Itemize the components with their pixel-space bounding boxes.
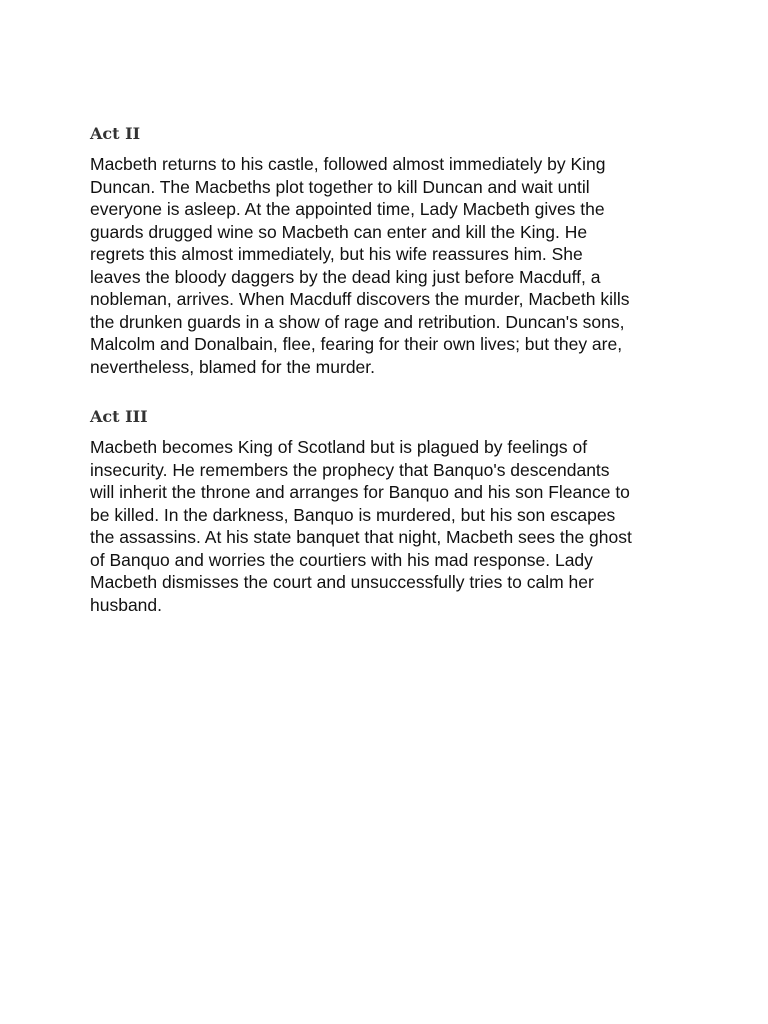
paragraph-line: nobleman, arrives. When Macduff discovers the murder, Macbeth kills [90,289,630,309]
section-paragraph-act-iii [90,436,690,616]
paragraph-line: Macbeth becomes King of Scotland but is plagued by feelings of [90,437,588,457]
section-paragraph-act-ii [90,153,690,378]
paragraph-line: leaves the bloody daggers by the dead king just before Macduff, a [90,266,601,287]
section-heading-act-iii: Act III [90,407,148,426]
paragraph-line: the assassins. At his state banquet that night, Macbeth sees the ghost [90,527,632,547]
paragraph-line: nevertheless, blamed for the murder. [90,356,376,377]
paragraph-line: everyone is asleep. At the appointed time, Lady Macbeth gives the [90,199,605,219]
paragraph-line: of Banquo and worries the courtiers with his mad response. Lady [90,549,593,570]
paragraph-line: Duncan. The Macbeths plot together to kill Duncan and wait until [90,176,590,197]
paragraph-line: Macbeth returns to his castle, followed almost immediately by King [90,154,606,174]
paragraph-line: regrets this almost immediately, but his wife reassures him. She [90,244,583,264]
paragraph-line: insecurity. He remembers the prophecy that Banquo's descendants [90,459,610,480]
paragraph-line: guards drugged wine so Macbeth can enter and kill the King. He [90,221,588,242]
paragraph-line: Malcolm and Donalbain, flee, fearing for their own lives; but they are, [90,334,623,354]
paragraph-line: husband. [90,594,163,615]
paragraph-line: be killed. In the darkness, Banquo is murdered, but his son escapes [90,504,616,525]
paragraph-line: will inherit the throne and arranges for Banquo and his son Fleance to [90,482,630,502]
paragraph-line: the drunken guards in a show of rage and retribution. Duncan's sons, [90,311,625,332]
section-heading-act-ii: Act II [90,124,141,143]
paragraph-line: Macbeth dismisses the court and unsuccessfully tries to calm her [90,572,594,592]
